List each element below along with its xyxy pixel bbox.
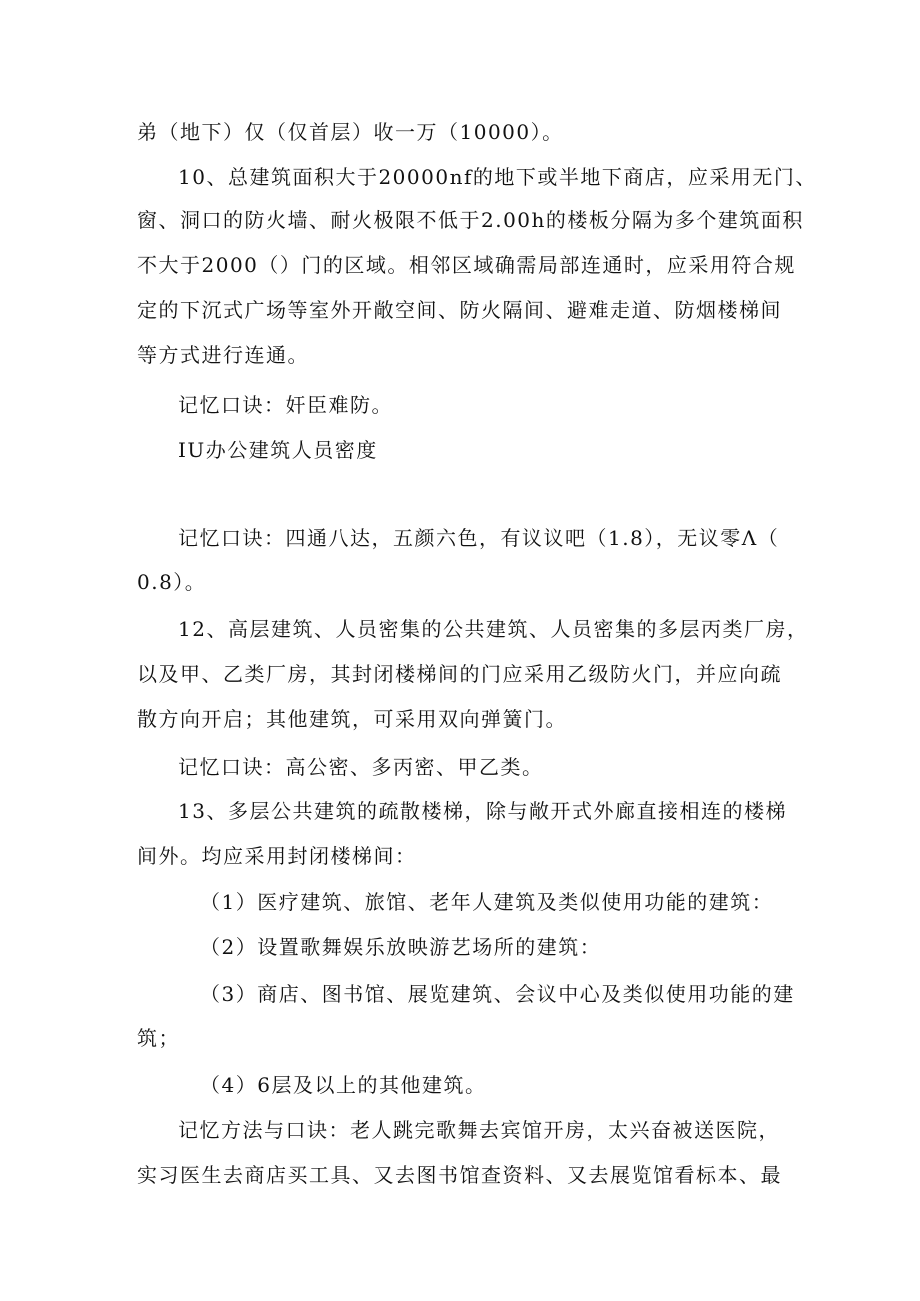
- text-line: （4）6层及以上的其他建筑。: [200, 1073, 487, 1097]
- text-line: 等方式进行连通。: [137, 343, 309, 367]
- text-line: 10、总建筑面积大于20000nf的地下或半地下商店，应采用无门、: [178, 165, 817, 189]
- text-line: 不大于2000（）门的区域。相邻区域确需局部连通时，应采用符合规: [137, 253, 796, 277]
- text-line: IU办公建筑人员密度: [178, 438, 378, 462]
- text-line: 以及甲、乙类厂房，其封闭楼梯间的门应采用乙级防火门，并应向疏: [137, 662, 782, 686]
- text-line: 13、多层公共建筑的疏散楼梯，除与敞开式外廊直接相连的楼梯: [178, 799, 787, 823]
- text-line: 散方向开启；其他建筑，可采用双向弹簧门。: [137, 707, 567, 731]
- text-line: 记忆口诀：四通八达，五颜六色，有议议吧（1.8），无议零Λ（: [178, 526, 780, 550]
- text-line: 筑；: [137, 1026, 180, 1050]
- text-line: 实习医生去商店买工具、又去图书馆查资料、又去展览馆看标本、最: [137, 1163, 782, 1187]
- text-line: 弟（地下）仅（仅首层）收一万（10000）。: [137, 120, 564, 144]
- text-line: （3）商店、图书馆、展览建筑、会议中心及类似使用功能的建: [200, 982, 795, 1006]
- text-line: 窗、洞口的防火墙、耐火极限不低于2.00h的楼板分隔为多个建筑面积: [137, 208, 804, 232]
- text-line: 12、高层建筑、人员密集的公共建筑、人员密集的多层丙类厂房，: [178, 617, 809, 641]
- text-line: 记忆口诀：高公密、多丙密、甲乙类。: [178, 755, 544, 779]
- text-line: （2）设置歌舞娱乐放映游艺场所的建筑：: [200, 935, 602, 959]
- text-line: 记忆方法与口诀：老人跳完歌舞去宾馆开房，太兴奋被送医院，: [178, 1118, 780, 1142]
- text-line: 定的下沉式广场等室外开敞空间、防火隔间、避难走道、防烟楼梯间: [137, 298, 782, 322]
- text-line: 记忆口诀：奸臣难防。: [178, 393, 393, 417]
- text-line: 0.8）。: [137, 570, 207, 594]
- text-line: 间外。均应采用封闭楼梯间：: [137, 844, 417, 868]
- text-line: （1）医疗建筑、旅馆、老年人建筑及类似使用功能的建筑：: [200, 890, 774, 914]
